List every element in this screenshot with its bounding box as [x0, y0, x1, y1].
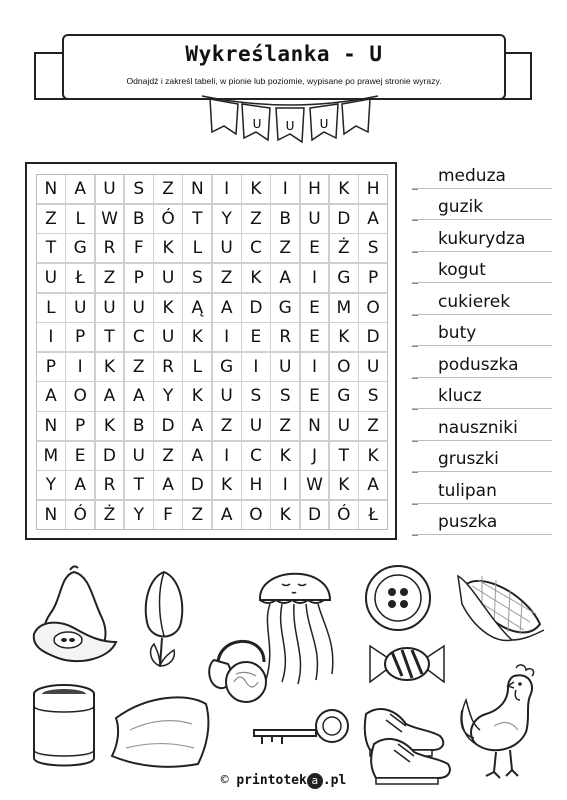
grid-cell[interactable]: K: [271, 442, 299, 470]
word-bullet: [412, 282, 418, 284]
grid-cell[interactable]: G: [330, 382, 358, 410]
grid-cell[interactable]: N: [37, 412, 65, 440]
word-label: poduszka: [438, 354, 519, 375]
grid-cell[interactable]: P: [125, 264, 153, 292]
grid-cell[interactable]: T: [330, 442, 358, 470]
grid-cell[interactable]: U: [271, 353, 299, 381]
grid-cell[interactable]: D: [183, 471, 211, 499]
grid-cell[interactable]: Z: [359, 412, 387, 440]
grid-cell[interactable]: N: [37, 501, 65, 529]
grid-cell[interactable]: U: [96, 294, 124, 322]
grid-cell[interactable]: U: [154, 323, 182, 351]
grid-cell[interactable]: L: [183, 234, 211, 262]
grid-cell[interactable]: A: [37, 382, 65, 410]
grid-cell[interactable]: F: [154, 501, 182, 529]
grid-cell[interactable]: C: [242, 442, 270, 470]
grid-cell[interactable]: K: [183, 323, 211, 351]
pennant-flag: [276, 108, 304, 142]
grid-cell[interactable]: K: [154, 234, 182, 262]
grid-cell[interactable]: K: [271, 501, 299, 529]
grid-cell[interactable]: Ó: [66, 501, 94, 529]
grid-cell[interactable]: Y: [125, 501, 153, 529]
grid-cell[interactable]: U: [37, 264, 65, 292]
word-list-item: [412, 192, 552, 224]
grid-cell[interactable]: A: [213, 501, 241, 529]
grid-cell[interactable]: T: [183, 205, 211, 233]
grid-cell[interactable]: U: [154, 264, 182, 292]
grid-cell[interactable]: U: [125, 294, 153, 322]
grid-cell[interactable]: E: [66, 442, 94, 470]
grid-cell[interactable]: Z: [37, 205, 65, 233]
grid-cell[interactable]: K: [330, 323, 358, 351]
grid-cell[interactable]: B: [125, 412, 153, 440]
grid-cell[interactable]: C: [125, 323, 153, 351]
grid-cell[interactable]: S: [359, 234, 387, 262]
word-label: nauszniki: [438, 417, 518, 438]
key-icon: [250, 708, 356, 748]
word-label: tulipan: [438, 480, 497, 501]
grid-cell[interactable]: U: [96, 175, 124, 203]
word-label: meduza: [438, 165, 506, 186]
grid-cell[interactable]: G: [330, 264, 358, 292]
grid-cell[interactable]: R: [154, 353, 182, 381]
grid-cell[interactable]: M: [330, 294, 358, 322]
pillow-icon: [106, 690, 216, 770]
grid-cell[interactable]: I: [213, 323, 241, 351]
grid-cell[interactable]: Z: [271, 412, 299, 440]
grid-cell[interactable]: N: [37, 175, 65, 203]
grid-cell[interactable]: A: [154, 471, 182, 499]
grid-cell[interactable]: A: [183, 442, 211, 470]
word-label: guzik: [438, 197, 484, 217]
grid-cell[interactable]: T: [125, 471, 153, 499]
grid-cell[interactable]: K: [183, 382, 211, 410]
grid-cell[interactable]: Ł: [66, 264, 94, 292]
grid-cell[interactable]: U: [213, 382, 241, 410]
word-bullet: [412, 251, 418, 253]
grid-cell[interactable]: Z: [271, 234, 299, 262]
word-list-item: [412, 475, 552, 507]
word-label: kukurydza: [438, 228, 526, 249]
grid-cell[interactable]: L: [66, 205, 94, 233]
grid-cell[interactable]: A: [66, 175, 94, 203]
grid-cell[interactable]: I: [242, 353, 270, 381]
grid-cell[interactable]: T: [37, 234, 65, 262]
grid-cell[interactable]: U: [359, 353, 387, 381]
grid-cell[interactable]: B: [271, 205, 299, 233]
grid-cell[interactable]: Z: [213, 264, 241, 292]
word-bullet: [412, 314, 418, 316]
copyright-symbol: ©: [220, 773, 229, 788]
grid-cell[interactable]: U: [242, 412, 270, 440]
word-label: buty: [438, 323, 477, 343]
grid-cell[interactable]: G: [213, 353, 241, 381]
word-bullet: [412, 219, 418, 221]
grid-cell[interactable]: S: [359, 382, 387, 410]
grid-cell[interactable]: E: [301, 382, 329, 410]
word-bullet: [412, 503, 418, 505]
tulip-icon: [136, 566, 192, 686]
grid-cell[interactable]: I: [301, 353, 329, 381]
pennant-flag: [342, 99, 370, 134]
bunting-letter: U: [319, 117, 329, 131]
bunting-letter: U: [285, 119, 295, 133]
grid-cell[interactable]: P: [359, 264, 387, 292]
tin-can-icon: [28, 682, 100, 770]
grid-cell[interactable]: O: [359, 294, 387, 322]
word-label: cukierek: [438, 291, 511, 312]
word-list-item: [412, 381, 552, 413]
grid-cell[interactable]: P: [37, 353, 65, 381]
grid-cell[interactable]: Z: [242, 205, 270, 233]
grid-cell[interactable]: Ż: [96, 501, 124, 529]
grid-cell[interactable]: I: [37, 323, 65, 351]
grid-cell[interactable]: K: [154, 294, 182, 322]
word-list-item: [412, 160, 552, 192]
grid-cell[interactable]: G: [271, 294, 299, 322]
pear-icon: [30, 562, 122, 670]
grid-cell[interactable]: A: [213, 294, 241, 322]
brand-domain: .pl: [322, 773, 347, 788]
grid-cell[interactable]: H: [242, 471, 270, 499]
grid-cell[interactable]: Y: [213, 205, 241, 233]
grid-cell[interactable]: Ó: [330, 501, 358, 529]
grid-cell[interactable]: Z: [154, 175, 182, 203]
pennant-flag: [310, 104, 338, 140]
grid-cell[interactable]: S: [125, 175, 153, 203]
grid-cell[interactable]: U: [330, 412, 358, 440]
page-title: Wykreślanka - U: [185, 42, 383, 66]
word-list: [412, 160, 552, 538]
grid-cell[interactable]: R: [271, 323, 299, 351]
grid-cell[interactable]: A: [271, 264, 299, 292]
grid-cell[interactable]: A: [66, 471, 94, 499]
word-list-item: [412, 318, 552, 350]
word-list-item: [412, 223, 552, 255]
grid-cell[interactable]: D: [154, 412, 182, 440]
grid-cell[interactable]: A: [359, 471, 387, 499]
grid-cell[interactable]: I: [213, 442, 241, 470]
grid-cell[interactable]: A: [359, 205, 387, 233]
grid-cell[interactable]: D: [96, 442, 124, 470]
grid-cell[interactable]: K: [96, 412, 124, 440]
grid-cell[interactable]: S: [271, 382, 299, 410]
grid-cell[interactable]: Z: [213, 412, 241, 440]
brand-name: printotek: [236, 773, 307, 788]
grid-cell[interactable]: R: [96, 234, 124, 262]
grid-cell[interactable]: S: [242, 382, 270, 410]
word-bullet: [412, 408, 418, 410]
grid-cell[interactable]: W: [301, 471, 329, 499]
word-bullet: [412, 534, 418, 536]
word-list-item: [412, 412, 552, 444]
grid-cell[interactable]: U: [66, 294, 94, 322]
grid-cell[interactable]: H: [359, 175, 387, 203]
word-label: puszka: [438, 512, 498, 532]
word-list-item: [412, 286, 552, 318]
grid-cell[interactable]: O: [66, 382, 94, 410]
grid-cell[interactable]: Y: [37, 471, 65, 499]
pennant-flag: [242, 104, 270, 140]
brand-a-logo: a: [307, 773, 323, 789]
grid-cell[interactable]: W: [96, 205, 124, 233]
grid-cell[interactable]: I: [271, 471, 299, 499]
grid-cell[interactable]: E: [301, 323, 329, 351]
grid-cell[interactable]: M: [37, 442, 65, 470]
grid-cell[interactable]: U: [213, 234, 241, 262]
grid-cell[interactable]: Z: [154, 442, 182, 470]
bunting-decoration: [200, 92, 380, 152]
grid-cell[interactable]: U: [125, 442, 153, 470]
grid-cell[interactable]: S: [183, 264, 211, 292]
grid-cell[interactable]: U: [301, 205, 329, 233]
grid-cell[interactable]: K: [330, 175, 358, 203]
grid-cell[interactable]: A: [125, 382, 153, 410]
word-bullet: [412, 188, 418, 190]
word-search-grid: [36, 174, 388, 530]
grid-cell[interactable]: H: [301, 175, 329, 203]
grid-cell[interactable]: F: [125, 234, 153, 262]
grid-cell[interactable]: Z: [96, 264, 124, 292]
grid-cell[interactable]: Ł: [359, 501, 387, 529]
grid-cell[interactable]: A: [183, 412, 211, 440]
grid-cell[interactable]: A: [96, 382, 124, 410]
grid-cell[interactable]: Z: [183, 501, 211, 529]
grid-cell[interactable]: D: [242, 294, 270, 322]
grid-cell[interactable]: L: [37, 294, 65, 322]
grid-cell[interactable]: Ó: [154, 205, 182, 233]
bunting-letter: U: [252, 117, 262, 131]
word-list-item: [412, 255, 552, 287]
word-list-item: [412, 444, 552, 476]
grid-cell[interactable]: I: [213, 175, 241, 203]
grid-cell[interactable]: O: [242, 501, 270, 529]
instructions-text: Odnajdź i zakreśl tabeli, w pionie lub poziomie, wypisane po prawej stronie wyrazy.: [126, 76, 442, 86]
grid-cell[interactable]: B: [125, 205, 153, 233]
word-label: klucz: [438, 386, 482, 406]
grid-cell[interactable]: E: [242, 323, 270, 351]
grid-cell[interactable]: D: [330, 205, 358, 233]
word-bullet: [412, 345, 418, 347]
grid-cell[interactable]: D: [359, 323, 387, 351]
grid-cell[interactable]: K: [213, 471, 241, 499]
grid-cell[interactable]: G: [66, 234, 94, 262]
jellyfish-icon: [252, 556, 338, 686]
grid-cell[interactable]: L: [183, 353, 211, 381]
grid-cell[interactable]: I: [271, 175, 299, 203]
candy-icon: [366, 638, 448, 690]
grid-cell[interactable]: Ż: [330, 234, 358, 262]
grid-cell[interactable]: K: [242, 175, 270, 203]
grid-cell[interactable]: K: [330, 471, 358, 499]
grid-cell[interactable]: Z: [125, 353, 153, 381]
word-list-item: [412, 507, 552, 539]
grid-cell[interactable]: P: [66, 412, 94, 440]
word-bullet: [412, 471, 418, 473]
word-list-item: [412, 349, 552, 381]
footer-credit: [0, 773, 567, 789]
title-banner: [62, 34, 506, 100]
word-label: kogut: [438, 260, 486, 280]
grid-cell[interactable]: K: [359, 442, 387, 470]
grid-cell[interactable]: N: [183, 175, 211, 203]
rooster-icon: [456, 660, 556, 784]
grid-cell[interactable]: C: [242, 234, 270, 262]
grid-cell[interactable]: Ą: [183, 294, 211, 322]
grid-cell[interactable]: J: [301, 442, 329, 470]
grid-cell[interactable]: I: [301, 264, 329, 292]
word-bullet: [412, 377, 418, 379]
grid-cell[interactable]: D: [301, 501, 329, 529]
grid-cell[interactable]: K: [96, 353, 124, 381]
grid-cell[interactable]: E: [301, 294, 329, 322]
grid-cell[interactable]: E: [301, 234, 329, 262]
grid-cell[interactable]: K: [242, 264, 270, 292]
grid-cell[interactable]: N: [301, 412, 329, 440]
grid-cell[interactable]: Y: [154, 382, 182, 410]
grid-cell[interactable]: R: [96, 471, 124, 499]
grid-cell[interactable]: O: [330, 353, 358, 381]
corn-icon: [452, 564, 550, 646]
grid-cell[interactable]: T: [96, 323, 124, 351]
word-bullet: [412, 440, 418, 442]
grid-cell[interactable]: P: [66, 323, 94, 351]
pennant-flag: [210, 99, 238, 134]
word-label: gruszki: [438, 449, 499, 469]
grid-cell[interactable]: I: [66, 353, 94, 381]
button-icon: [362, 562, 434, 634]
